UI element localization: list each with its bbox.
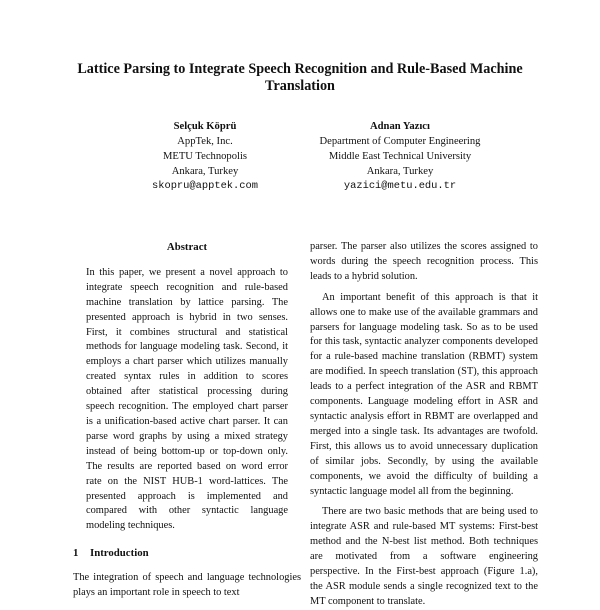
author-name: Adnan Yazıcı (370, 121, 430, 132)
author-email: yazici@metu.edu.tr (343, 180, 457, 192)
section-number: 1 (73, 547, 79, 560)
author-email: skopru@apptek.com (151, 180, 258, 192)
body-paragraph: An important benefit of this approach is that it allows one to make use of the available grammars and parsers for language modeling task. So as to be used for this task, syntactic analyzer components developed for a rule-based machine translation (RBMT) system are modified. In speech translation (ST), this approach leads to a perfect integration of the ASR and RBMT components. Language modeling effort in ASR and syntactic analysis effort in RBMT are overlapped and merged into a single task. Its advantages are twofold. First, this allows us to avoid unnecessary duplication of similar jobs. Secondly, by using the available components, we avoid the difficulty of building a syntactic language model all from the beginning. (310, 291, 538, 497)
author-affiliation: AppTek, Inc. (177, 136, 233, 147)
author-block-2 (300, 119, 500, 194)
section-heading (73, 546, 301, 561)
author-location: Ankara, Turkey (171, 166, 239, 177)
intro-paragraph: The integration of speech and language technologies plays an important role in speech to text (73, 572, 301, 599)
abstract-text: In this paper, we present a novel approach to integrate speech recognition and rule-based machine translation by lattice parsing. The presented approach is hybrid in two senses. First, it combines structural and statistical methods for language modeling task. Second, it employs a chart parser which utilizes manually created syntax rules in addition to scores obtained after statistical processing during speech recognition. The employed chart parser is a unification-based active chart parser. It can parse word graphs by using a mixed strategy instead of being bottom-up or top-down only. The results are reported based on word error rate on the NIST HUB-1 word-lattices. The presented approach is implemented and compared with other syntactic language modeling techniques. (86, 266, 288, 532)
author-name: Selçuk Köprü (173, 121, 237, 132)
author-affiliation: Middle East Technical University (328, 151, 472, 162)
body-paragraph: There are two basic methods that are being used to integrate ASR and rule-based MT systems: First-best method and the N-best list method. Both techniques are motivated from a software engineering perspective. In the First-best approach (Figure 1.a), the ASR module sends a single recognized text to the MT component to translate. (310, 506, 538, 607)
author-affiliation: Department of Computer Engineering (319, 136, 481, 147)
author-block-1 (110, 119, 300, 194)
abstract-heading: Abstract (166, 241, 208, 253)
author-affiliation: METU Technopolis (162, 151, 248, 162)
left-column (73, 240, 301, 601)
paper-title: Lattice Parsing to Integrate Speech Recognition and Rule-Based Machine Translation (77, 61, 523, 94)
right-column (310, 240, 538, 610)
body-paragraph: parser. The parser also utilizes the scores assigned to words during the speech recognition process. This leads to a hybrid solution. (310, 241, 538, 282)
author-location: Ankara, Turkey (366, 166, 434, 177)
section-title: Introduction (90, 547, 149, 560)
